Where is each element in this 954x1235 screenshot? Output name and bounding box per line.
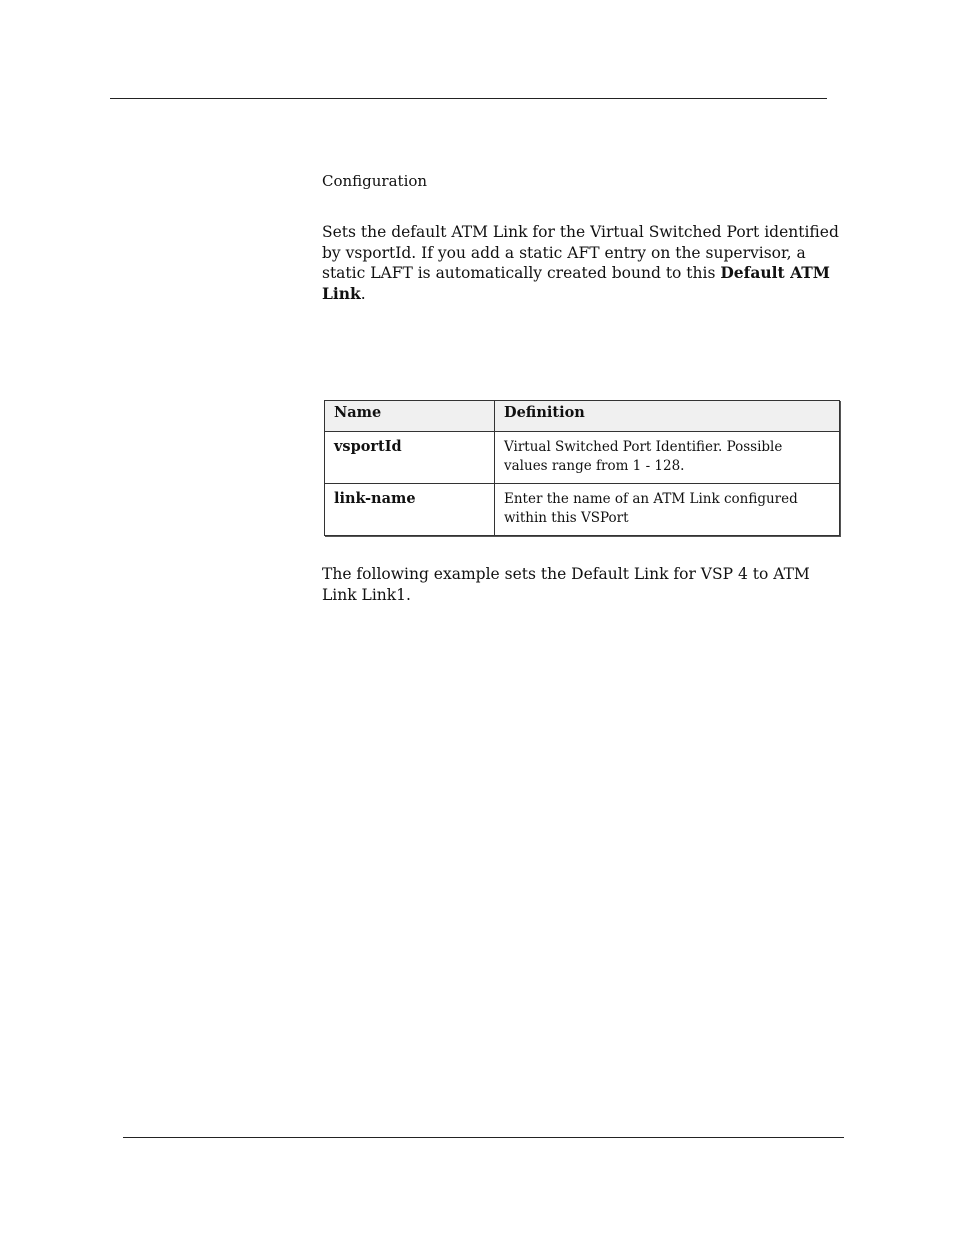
- command-mode: Configuration: [322, 172, 428, 190]
- table-row: [325, 432, 840, 484]
- header-rule: [110, 98, 827, 99]
- parameter-table: [324, 400, 840, 536]
- description-bold-term: Default ATM Link: [322, 263, 830, 303]
- param-name: vsportId: [325, 432, 495, 484]
- param-name: link-name: [325, 484, 495, 536]
- param-definition: Enter the name of an ATM Link configured within this VSPort: [495, 484, 840, 536]
- param-definition: Virtual Switched Port Identifier. Possible values range from 1 - 128.: [495, 432, 840, 484]
- table-header-row: [325, 401, 840, 432]
- column-header-name: Name: [325, 401, 495, 432]
- footer-rule: [123, 1137, 844, 1138]
- description-text: Sets the default ATM Link for the Virtual Switched Port identified by vsportId. If you add a static AFT entry on the supervisor, a static LAFT is automatically created bound to this: [322, 223, 839, 282]
- description-end: .: [360, 284, 366, 303]
- example-text: The following example sets the Default Link for VSP 4 to ATM Link Link1.: [322, 565, 810, 604]
- command-description: [322, 222, 847, 304]
- column-header-definition: Definition: [495, 401, 840, 432]
- table-row: [325, 484, 840, 536]
